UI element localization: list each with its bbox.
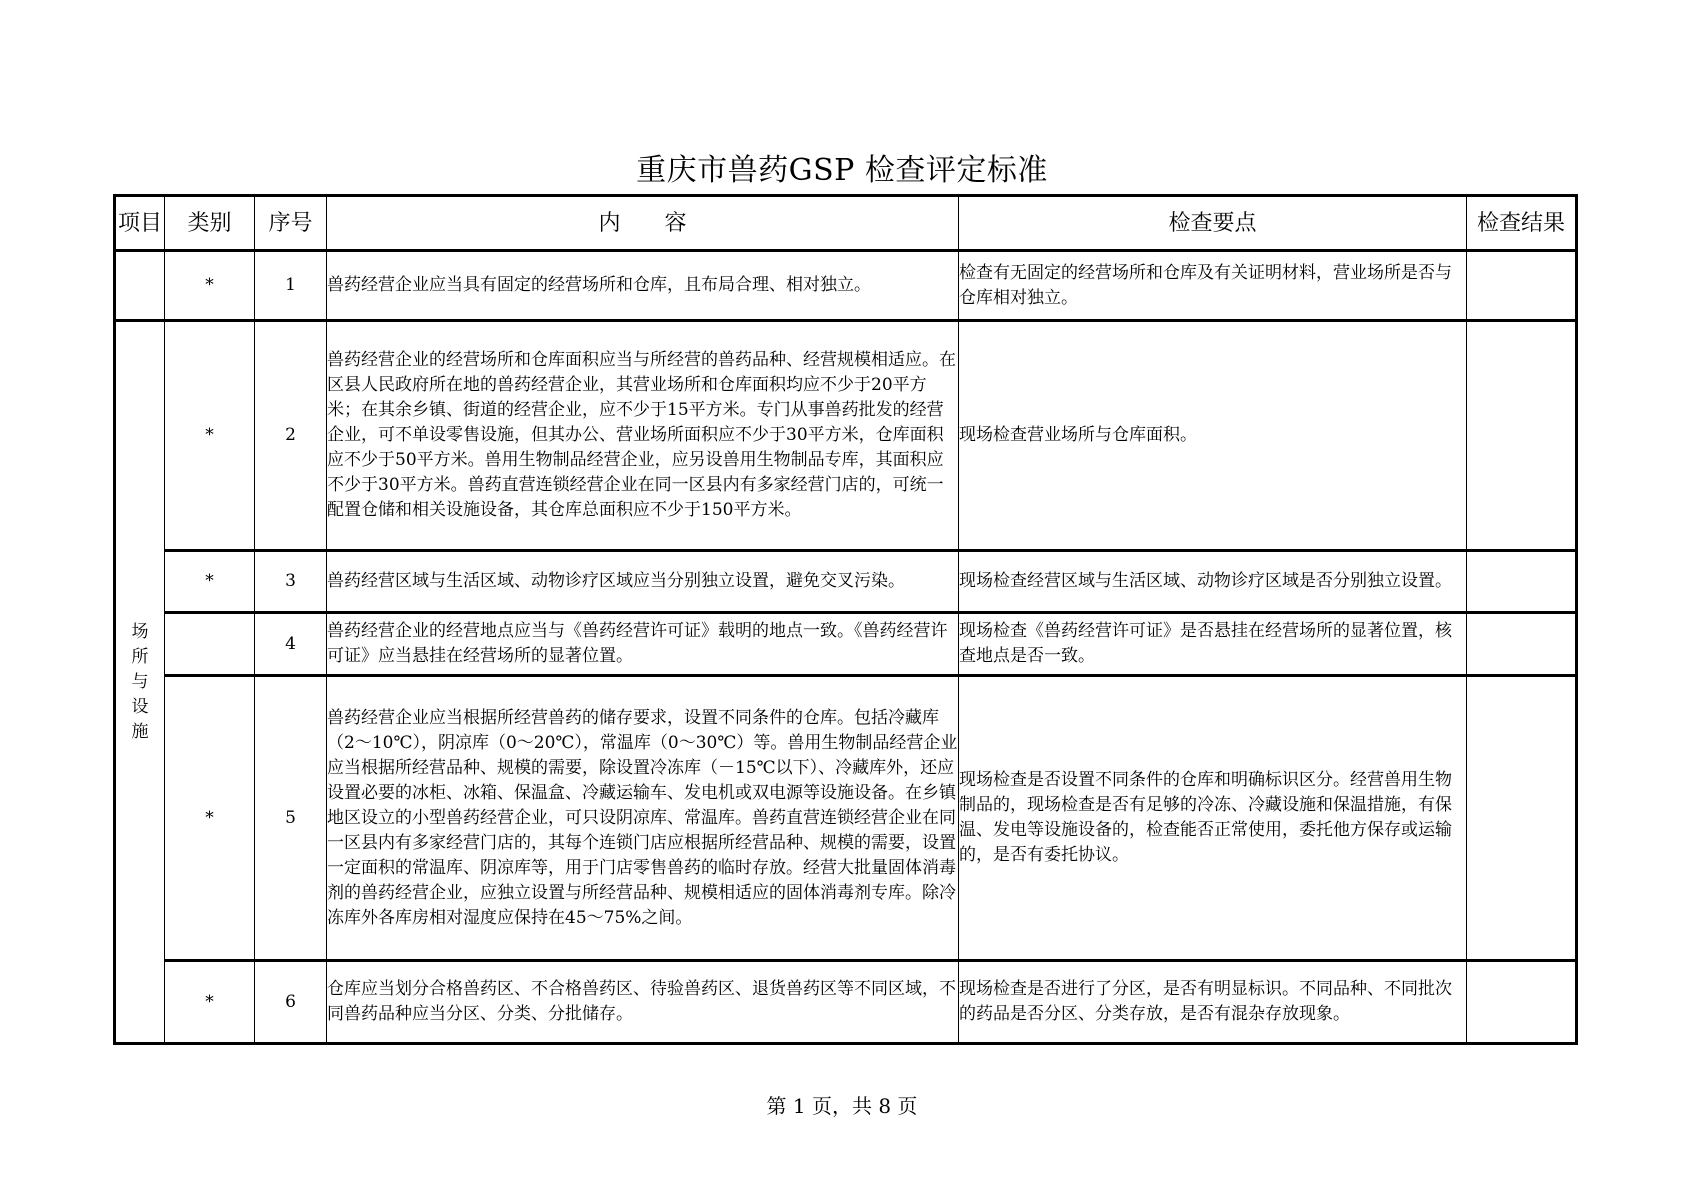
header-check-result: 检查结果: [1467, 196, 1577, 251]
content-cell: 兽药经营企业应当根据所经营兽药的储存要求，设置不同条件的仓库。包括冷藏库（2～10℃），阴凉库（0～20℃），常温库（0～30℃）等。兽用生物制品经营企业应当根据所经营品种、规模的需要，除设置冷冻库（－15℃以下）、冷藏库外，还应设置必要的冰柜、冰箱、保温盒、冷藏运输车、发电机或双电源等设施设备。在乡镇地区设立的小型兽药经营企业，可只设阴凉库、常温库。兽药直营连锁经营企业在同一区县内有多家经营门店的，其每个连锁门店应根据所经营品种、规模的需要，设置一定面积的常温库、阴凉库等，用于门店零售兽药的临时存放。经营大批量固体消毒剂的兽药经营企业，应独立设置与所经营品种、规模相适应的固体消毒剂专库。除冷冻库外各库房相对湿度应保持在45～75%之间。: [327, 676, 959, 961]
check-result-cell: [1467, 676, 1577, 961]
header-item: 项目: [115, 196, 165, 251]
check-result-cell: [1467, 961, 1577, 1044]
category-cell: *: [165, 961, 255, 1044]
category-cell: *: [165, 251, 255, 321]
category-cell: *: [165, 321, 255, 551]
number-cell: 1: [255, 251, 327, 321]
check-result-cell: [1467, 321, 1577, 551]
number-cell: 2: [255, 321, 327, 551]
check-result-cell: [1467, 251, 1577, 321]
item-cell-empty: [115, 251, 165, 321]
check-result-cell: [1467, 551, 1577, 613]
table-row: [115, 961, 1577, 1044]
content-cell: 兽药经营企业应当具有固定的经营场所和仓库，且布局合理、相对独立。: [327, 251, 959, 321]
group-label: 场所与设施: [131, 621, 149, 742]
number-cell: 6: [255, 961, 327, 1044]
check-result-cell: [1467, 613, 1577, 676]
content-cell: 兽药经营企业的经营地点应当与《兽药经营许可证》载明的地点一致。《兽药经营许可证》应当悬挂在经营场所的显著位置。: [327, 613, 959, 676]
check-points-cell: 现场检查《兽药经营许可证》是否悬挂在经营场所的显著位置，核查地点是否一致。: [959, 613, 1467, 676]
table-row: [115, 251, 1577, 321]
number-cell: 5: [255, 676, 327, 961]
check-points-cell: 检查有无固定的经营场所和仓库及有关证明材料，营业场所是否与仓库相对独立。: [959, 251, 1467, 321]
table-row: [115, 676, 1577, 961]
number-cell: 4: [255, 613, 327, 676]
table-row: [115, 613, 1577, 676]
check-points-cell: 现场检查是否进行了分区，是否有明显标识。不同品种、不同批次的药品是否分区、分类存放，是否有混杂存放现象。: [959, 961, 1467, 1044]
header-number: 序号: [255, 196, 327, 251]
header-content: 内 容: [327, 196, 959, 251]
table-header-row: [115, 196, 1577, 251]
check-points-cell: 现场检查是否设置不同条件的仓库和明确标识区分。经营兽用生物制品的，现场检查是否有足够的冷冻、冷藏设施和保温措施，有保温、发电等设施设备的，检查能否正常使用，委托他方保存或运输的，是否有委托协议。: [959, 676, 1467, 961]
header-category: 类别: [165, 196, 255, 251]
table-row: [115, 321, 1577, 551]
table-row: [115, 551, 1577, 613]
page-footer: 第 1 页，共 8 页: [766, 1094, 918, 1118]
content-cell: 仓库应当划分合格兽药区、不合格兽药区、待验兽药区、退货兽药区等不同区域，不同兽药品种应当分区、分类、分批储存。: [327, 961, 959, 1044]
check-points-cell: 现场检查经营区域与生活区域、动物诊疗区域是否分别独立设置。: [959, 551, 1467, 613]
content-cell: 兽药经营企业的经营场所和仓库面积应当与所经营的兽药品种、经营规模相适应。在区县人民政府所在地的兽药经营企业，其营业场所和仓库面积均应不少于20平方米；在其余乡镇、街道的经营企业，应不少于15平方米。专门从事兽药批发的经营企业，可不单设零售设施，但其办公、营业场所面积应不少于30平方米，仓库面积应不少于50平方米。兽用生物制品经营企业，应另设兽用生物制品专库，其面积应不少于30平方米。兽药直营连锁经营企业在同一区县内有多家经营门店的，可统一配置仓储和相关设施设备，其仓库总面积应不少于150平方米。: [327, 321, 959, 551]
inspection-standard-table: [113, 194, 1578, 1045]
check-points-cell: 现场检查营业场所与仓库面积。: [959, 321, 1467, 551]
category-cell: *: [165, 551, 255, 613]
group-label-cell: [115, 321, 165, 1044]
header-check-points: 检查要点: [959, 196, 1467, 251]
number-cell: 3: [255, 551, 327, 613]
content-cell: 兽药经营区域与生活区域、动物诊疗区域应当分别独立设置，避免交叉污染。: [327, 551, 959, 613]
category-cell: [165, 613, 255, 676]
category-cell: *: [165, 676, 255, 961]
page-title: 重庆市兽药GSP 检查评定标准: [636, 153, 1048, 188]
